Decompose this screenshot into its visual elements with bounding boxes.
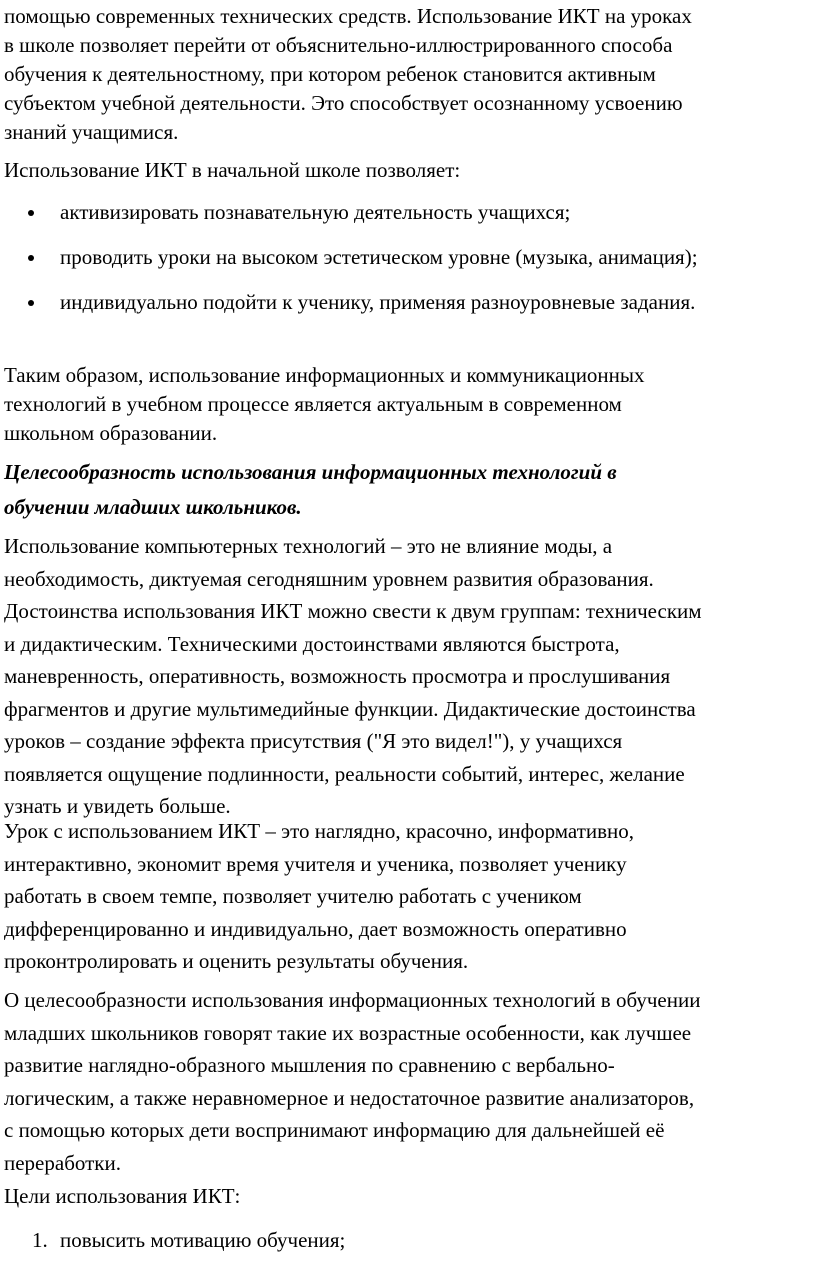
list-item	[4, 289, 814, 316]
list-item-text: индивидуально подойти к ученику, применяя разноуровневые задания.	[60, 290, 696, 314]
list-item	[4, 199, 814, 226]
bullet-list	[4, 199, 814, 316]
text-line: проконтролировать и оценить результаты обучения.	[4, 949, 469, 973]
paragraph-ict-goals: Цели использования ИКТ:	[4, 1184, 241, 1208]
text-line: О целесообразности использования информационных технологий в обучении	[4, 988, 701, 1012]
text-line: школьном образовании.	[4, 421, 218, 445]
heading-line: обучении младших школьников.	[4, 495, 302, 519]
text-line: младших школьников говорят такие их возрастные особенности, как лучшее	[4, 1020, 692, 1045]
bullet-icon	[28, 255, 34, 261]
text-line: Достоинства использования ИКТ можно свести к двум группам: техническим	[4, 599, 702, 623]
list-item-text: проводить уроки на высоком эстетическом уровне (музыка, анимация);	[60, 245, 698, 269]
text-line: появляется ощущение подлинности, реальности событий, интерес, желание	[4, 761, 685, 786]
text-line: помощью современных технических средств. Использование ИКТ на уроках	[4, 4, 692, 28]
list-item	[4, 244, 814, 271]
text-line: обучения к деятельностному, при котором ребенок становится активным	[4, 62, 656, 86]
text-line: узнать и увидеть больше.	[4, 794, 231, 818]
heading-line: Целесообразность использования информационных технологий в	[4, 460, 617, 484]
paragraph-conclusion	[4, 361, 645, 448]
text-line: маневренность, оперативность, возможность просмотра и прослушивания	[4, 664, 671, 688]
section-heading	[4, 455, 617, 525]
bullet-icon	[28, 210, 34, 216]
paragraph-ict-lesson	[4, 815, 634, 978]
text-line: необходимость, диктуемая сегодняшним уровнем развития образования.	[4, 566, 654, 591]
text-line: развитие наглядно-образного мышления по сравнению с вербально-	[4, 1053, 615, 1077]
text-line: Таким образом, использование информационных и коммуникационных	[4, 363, 645, 387]
text-line: работать в своем темпе, позволяет учителю работать с учеником	[4, 884, 582, 908]
paragraph-intro-continuation	[4, 2, 692, 147]
list-item-text: активизировать познавательную деятельность учащихся;	[60, 200, 571, 224]
numbered-list	[4, 1227, 814, 1254]
text-line: Использование компьютерных технологий – это не влияние моды, а	[4, 534, 613, 558]
text-line: логическим, а также неравномерное и недостаточное развитие анализаторов,	[4, 1085, 695, 1110]
text-line: в школе позволяет перейти от объяснительно-иллюстрированного способа	[4, 33, 673, 57]
paragraph-expediency	[4, 984, 700, 1179]
list-number: 1.	[32, 1228, 48, 1252]
text-line: Урок с использованием ИКТ – это наглядно, красочно, информативно,	[4, 819, 635, 843]
bullet-icon	[28, 300, 34, 306]
text-line: уроков – создание эффекта присутствия ("Я это видел!"), у учащихся	[4, 729, 623, 753]
paragraph-computer-technologies	[4, 530, 702, 823]
list-item	[4, 1227, 814, 1254]
paragraph-ict-allows: Использование ИКТ в начальной школе позволяет:	[4, 158, 461, 182]
text-line: субъектом учебной деятельности. Это способствует осознанному усвоению	[4, 91, 683, 115]
text-line: переработки.	[4, 1150, 121, 1175]
text-line: фрагментов и другие мультимедийные функции. Дидактические достоинства	[4, 696, 696, 721]
text-line: интерактивно, экономит время учителя и ученика, позволяет ученику	[4, 851, 627, 876]
text-line: знаний учащимися.	[4, 120, 179, 144]
text-line: и дидактическим. Техническими достоинствами являются быстрота,	[4, 631, 620, 656]
text-line: дифференцированно и индивидуально, дает возможность оперативно	[4, 916, 627, 941]
list-item-text: повысить мотивацию обучения;	[60, 1228, 346, 1252]
text-line: с помощью которых дети воспринимают информацию для дальнейшей её	[4, 1118, 665, 1142]
text-line: технологий в учебном процессе является актуальным в современном	[4, 392, 622, 416]
